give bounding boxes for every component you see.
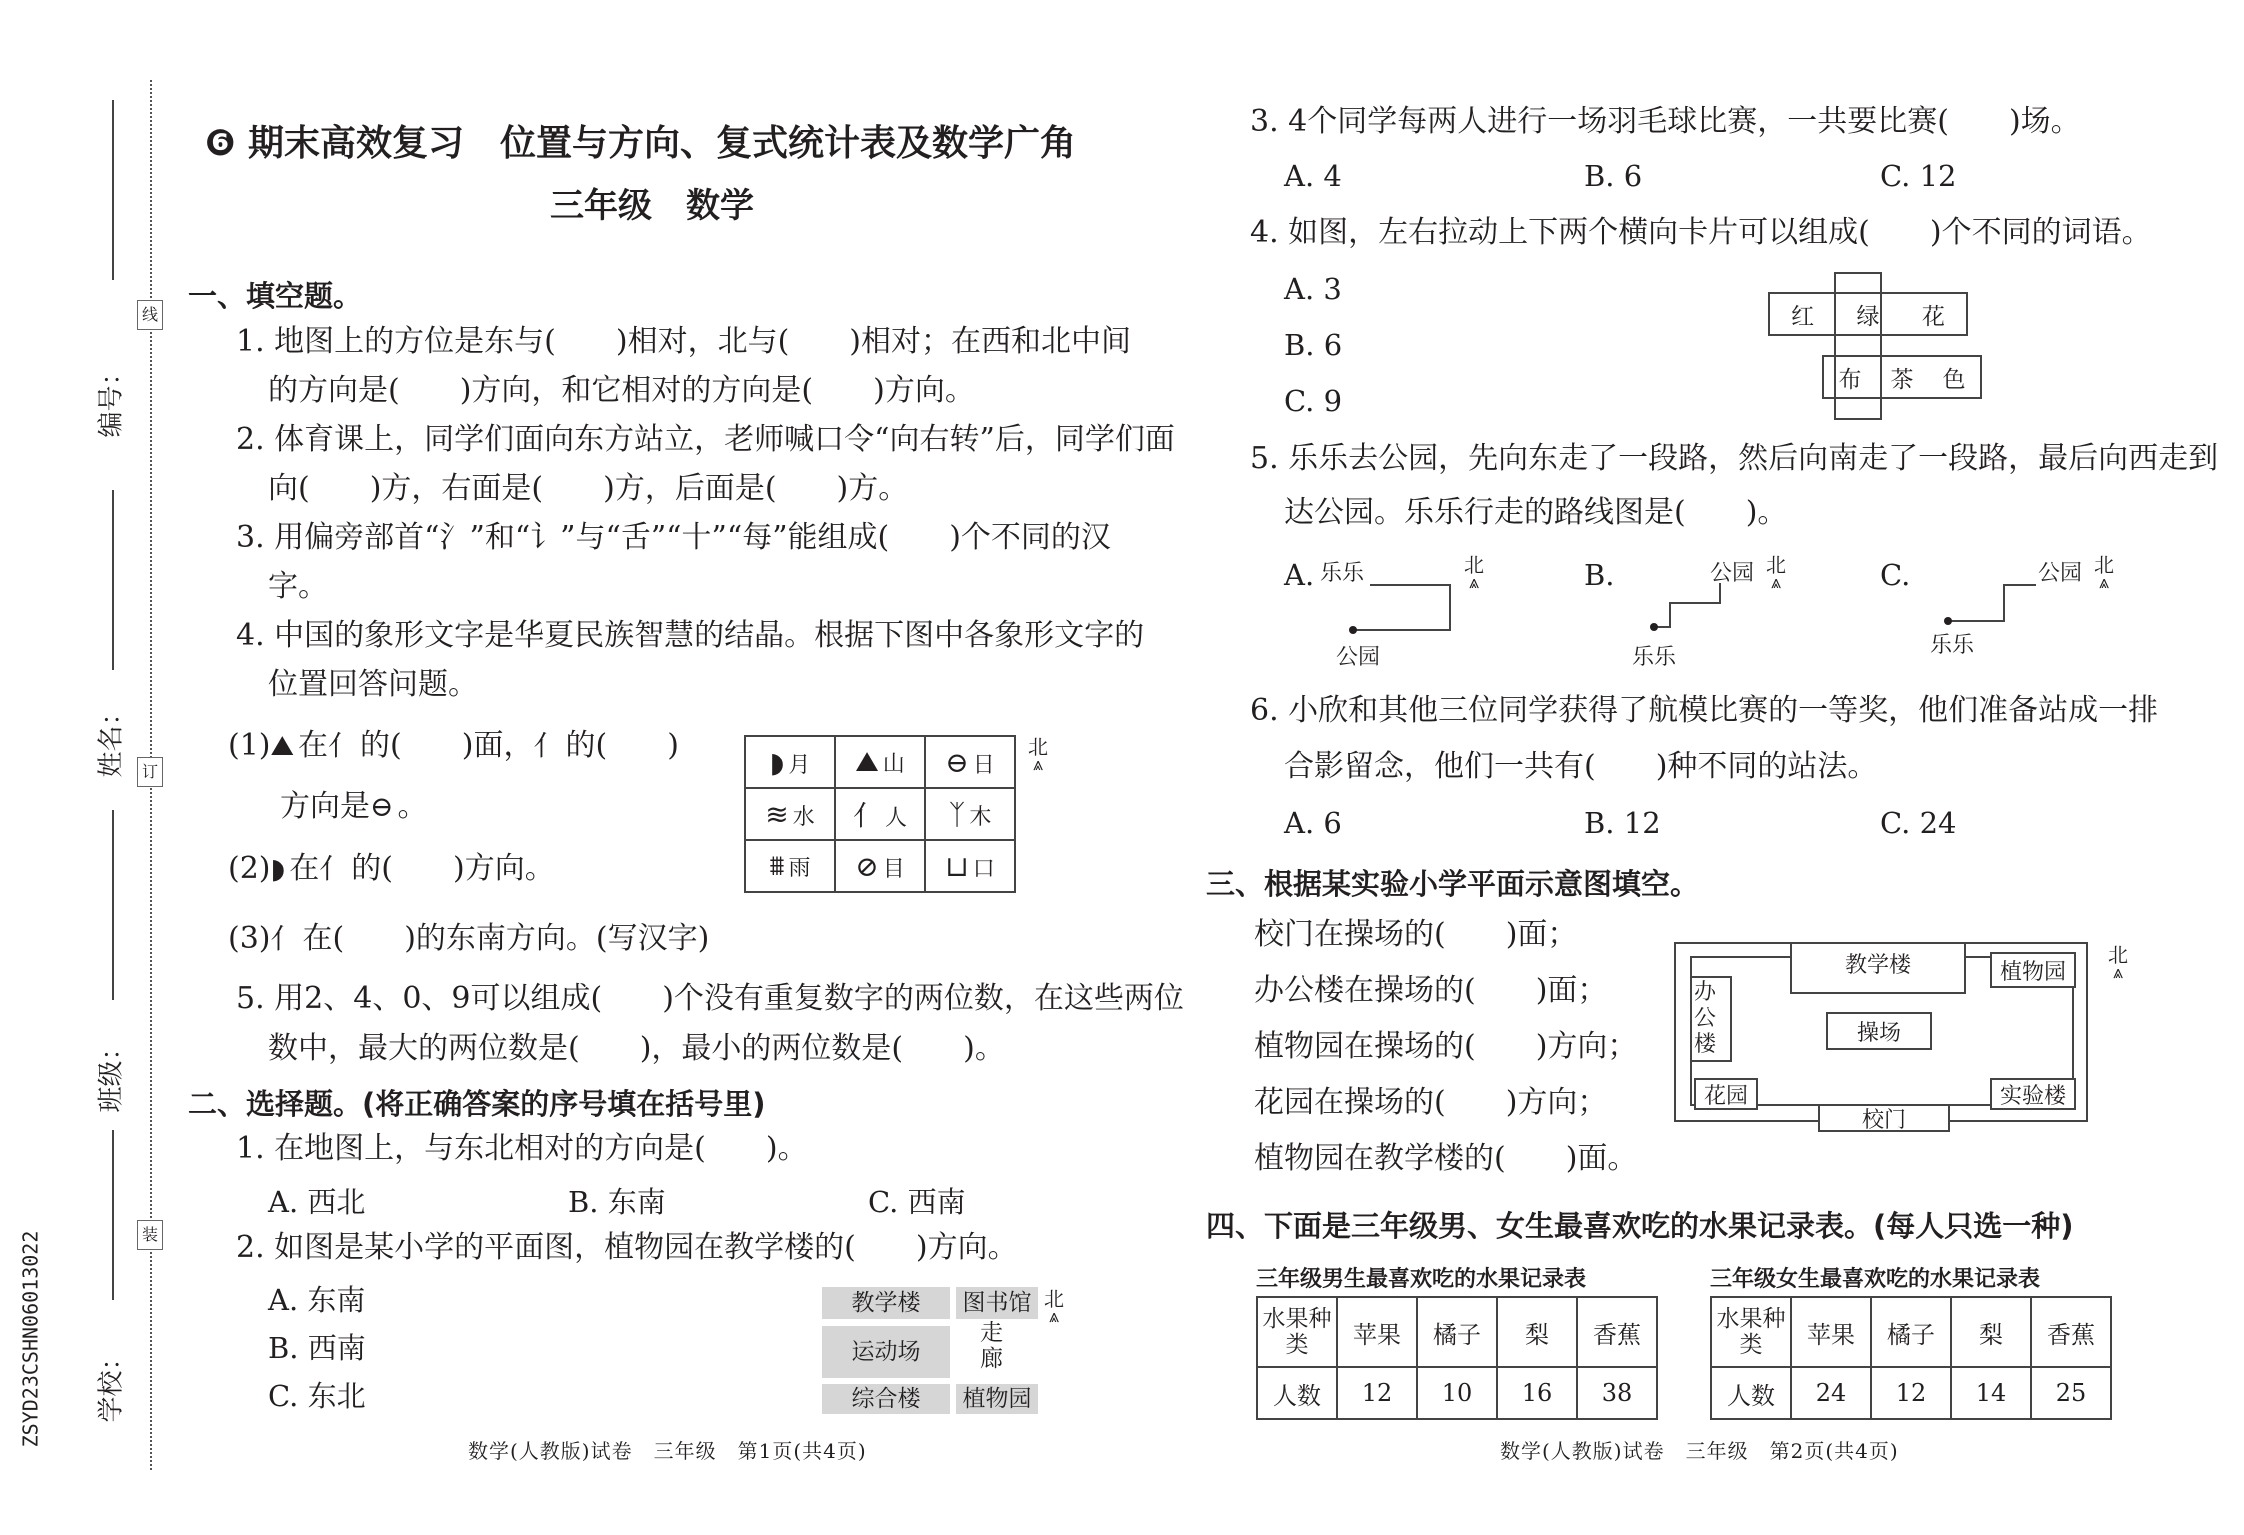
fruit-cell: 橘子 <box>1417 1297 1497 1367</box>
q2-line-1: 2. 体育课上，同学们面向东方站立，老师喊口令“向右转”后，同学们面 <box>236 422 1175 457</box>
s2-q1-option-a: A. 西北 <box>268 1185 366 1219</box>
count-cell: 12 <box>1871 1367 1951 1419</box>
plan-library: 图书馆 <box>956 1287 1038 1319</box>
q5-option-b: B. <box>1584 558 1615 592</box>
fruit-cell: 苹果 <box>1337 1297 1417 1367</box>
count-cell: 12 <box>1337 1367 1417 1419</box>
fruit-cell: 梨 <box>1497 1297 1577 1367</box>
plan-botanical-garden: 植物园 <box>1990 952 2076 988</box>
person-pictograph-icon: ⺅ <box>270 922 299 955</box>
count-label: 人数 <box>1257 1367 1337 1419</box>
route-c-start: 乐乐 <box>1930 633 1975 658</box>
person-pictograph-icon: ⺅ <box>533 729 562 762</box>
route-a-path <box>1340 580 1460 640</box>
north-arrow-icon: ⩓ <box>1770 572 1782 593</box>
section-2-heading: 二、选择题。(将正确答案的序号填在括号里) <box>188 1087 766 1121</box>
q1-line-1: 1. 地图上的方位是东与( )相对，北与( )相对；在西和北中间 <box>236 324 1131 359</box>
class-underline <box>112 810 114 1000</box>
grid-cell: ᛉ 木 <box>925 788 1015 840</box>
class-label: 班级： <box>96 1034 127 1113</box>
plan-teaching-building: 教学楼 <box>1790 942 1966 994</box>
q3-option-a: A. 4 <box>1284 159 1342 193</box>
q3-text: 3. 4个同学每两人进行一场羽毛球比赛，一共要比赛( )场。 <box>1250 104 2081 139</box>
q5-line-1: 5. 乐乐去公园，先向东走了一段路，然后向南走了一段路，最后向西走到 <box>1250 441 2219 476</box>
sun-pictograph-icon: ⊖ <box>945 745 969 779</box>
north-marker: 北 ⩓ <box>1464 553 1484 593</box>
person-pictograph-icon: ⺅ <box>852 799 881 832</box>
sun-pictograph-icon: ⊖ <box>370 790 394 823</box>
s3-line-5: 植物园在教学楼的( )面。 <box>1254 1141 1638 1176</box>
q5-option-c: C. <box>1880 558 1911 592</box>
bind-mark-line: 线 <box>137 300 163 330</box>
section-1-heading: 一、填空题。 <box>188 279 363 313</box>
route-a-start: 乐乐 <box>1320 561 1365 586</box>
s2-q2-option-a: A. 东南 <box>268 1283 366 1317</box>
count-cell: 24 <box>1791 1367 1871 1419</box>
grid-cell: ≋ 水 <box>745 788 835 840</box>
school-label: 学校： <box>96 1344 127 1423</box>
bind-mark-staple: 订 <box>137 757 163 787</box>
q4-option-c: C. 9 <box>1284 384 1343 418</box>
q5-option-a: A. <box>1284 558 1315 592</box>
fruit-cell: 梨 <box>1951 1297 2031 1367</box>
s2-q2: 2. 如图是某小学的平面图，植物园在教学楼的( )方向。 <box>236 1230 1018 1265</box>
s3-line-4: 花园在操场的( )方向； <box>1254 1085 1608 1120</box>
s2-q2-option-b: B. 西南 <box>268 1331 366 1365</box>
eye-pictograph-icon: ⊘ <box>855 849 879 883</box>
grid-cell: ⺅ 人 <box>835 788 925 840</box>
s3-line-1: 校门在操场的( )面； <box>1254 917 1578 952</box>
paper-code: ZSYD23CSHN06013022 <box>18 1230 43 1448</box>
grid-cell: ◗ 月 <box>745 736 835 788</box>
fruit-cell: 香蕉 <box>2031 1297 2111 1367</box>
q5-line-2: 数中，最大的两位数是( )，最小的两位数是( )。 <box>268 1031 1005 1066</box>
s2-q2-option-c: C. 东北 <box>268 1379 366 1413</box>
q4-option-b: B. 6 <box>1284 328 1343 362</box>
fruit-cell: 橘子 <box>1871 1297 1951 1367</box>
s2-q1-option-c: C. 西南 <box>868 1185 966 1219</box>
q3-line-1: 3. 用偏旁部首“氵”和“讠”与“舌”“十”“每”能组成( )个不同的汉 <box>236 520 1111 555</box>
count-cell: 38 <box>1577 1367 1657 1419</box>
id-label: 编号： <box>96 359 127 438</box>
page-subtitle: 三年级 数学 <box>550 186 754 226</box>
q4-sub-3: (3)⺅ 在( )的东南方向。(写汉字) <box>228 921 710 956</box>
id-underline <box>112 100 114 280</box>
north-marker: 北 ⩓ <box>1028 735 1048 775</box>
s3-line-2: 办公楼在操场的( )面； <box>1254 973 1608 1008</box>
plan-school-gate: 校门 <box>1818 1104 1950 1132</box>
north-arrow-icon: ⩓ <box>1048 1306 1060 1327</box>
q6-option-b: B. 12 <box>1584 806 1661 840</box>
card-guide-line <box>1834 418 1882 420</box>
mouth-pictograph-icon: ⊔ <box>945 849 969 883</box>
q3-option-c: C. 12 <box>1880 159 1957 193</box>
row-header: 水果种类 <box>1257 1297 1337 1367</box>
north-marker: 北 ⩓ <box>2094 553 2114 593</box>
name-label: 姓名： <box>96 699 127 778</box>
plan-teaching-building: 教学楼 <box>822 1287 950 1319</box>
north-arrow-icon: ⩓ <box>2112 962 2124 983</box>
q5-line-2: 达公园。乐乐行走的路线图是( )。 <box>1284 495 1788 530</box>
school-underline <box>112 1130 114 1300</box>
name-underline <box>112 490 114 670</box>
north-marker: 北 ⩓ <box>1044 1287 1064 1327</box>
plan-playground: 操场 <box>1826 1012 1932 1050</box>
count-label: 人数 <box>1711 1367 1791 1419</box>
q4-sub-1: (1)⛰ 在⺅ 的( )面，⺅ 的( ) <box>228 728 679 763</box>
moon-pictograph-icon: ◗ <box>769 745 785 779</box>
q4-line-1: 4. 中国的象形文字是华夏民族智慧的结晶。根据下图中各象形文字的 <box>236 618 1145 653</box>
card-guide-line <box>1834 272 1882 274</box>
route-c-end: 公园 <box>2038 561 2083 586</box>
plan-botanical-garden: 植物园 <box>956 1384 1038 1414</box>
mountain-pictograph-icon: ⛰ <box>855 745 879 778</box>
s3-line-3: 植物园在操场的( )方向； <box>1254 1029 1638 1064</box>
fruit-cell: 香蕉 <box>1577 1297 1657 1367</box>
girls-table-caption: 三年级女生最喜欢吃的水果记录表 <box>1710 1267 2041 1292</box>
q6-option-a: A. 6 <box>1284 806 1342 840</box>
water-pictograph-icon: ≋ <box>765 797 789 831</box>
route-b-start: 乐乐 <box>1632 645 1677 670</box>
top-card: 红 绿 花 <box>1768 292 1968 336</box>
grid-cell: ⩩ 雨 <box>745 840 835 892</box>
q4-text: 4. 如图，左右拉动上下两个横向卡片可以组成( )个不同的词语。 <box>1250 215 2152 250</box>
person-pictograph-icon: ⺅ <box>319 852 348 885</box>
page-2-footer: 数学(人教版)试卷 三年级 第2页(共4页) <box>1500 1439 1899 1463</box>
q2-line-2: 向( )方，右面是( )方，后面是( )方。 <box>268 471 909 506</box>
bottom-card: 布 茶 色 <box>1822 355 1982 399</box>
plan-complex-building: 综合楼 <box>822 1384 950 1414</box>
girls-fruit-table <box>1710 1296 2112 1420</box>
north-arrow-icon: ⩓ <box>2098 572 2110 593</box>
count-cell: 10 <box>1417 1367 1497 1419</box>
mountain-pictograph-icon: ⛰ <box>270 729 295 762</box>
q4-line-2: 位置回答问题。 <box>268 667 478 702</box>
count-cell: 14 <box>1951 1367 2031 1419</box>
grid-cell: ⊘ 目 <box>835 840 925 892</box>
q3-option-b: B. 6 <box>1584 159 1643 193</box>
north-arrow-icon: ⩓ <box>1468 572 1480 593</box>
q6-line-1: 6. 小欣和其他三位同学获得了航模比赛的一等奖，他们准备站成一排 <box>1250 693 2159 728</box>
plan-corridor: 走廊 <box>980 1320 1003 1372</box>
count-cell: 25 <box>2031 1367 2111 1419</box>
q6-line-2: 合影留念，他们一共有( )种不同的站法。 <box>1284 749 1878 784</box>
bind-mark-bind: 装 <box>137 1220 163 1250</box>
q5-line-1: 5. 用2、4、0、9可以组成( )个没有重复数字的两位数，在这些两位 <box>236 981 1184 1016</box>
grid-cell: ⊔ 口 <box>925 840 1015 892</box>
boys-table-caption: 三年级男生最喜欢吃的水果记录表 <box>1256 1267 1587 1292</box>
q4-option-a: A. 3 <box>1284 272 1342 306</box>
moon-pictograph-icon: ◗ <box>270 852 286 885</box>
count-cell: 16 <box>1497 1367 1577 1419</box>
north-marker: 北 ⩓ <box>2108 943 2128 983</box>
plan-flower-garden: 花园 <box>1694 1078 1758 1110</box>
q4-sub-1-cont: 方向是⊖ 。 <box>280 789 428 824</box>
row-header: 水果种类 <box>1711 1297 1791 1367</box>
q1-line-2: 的方向是( )方向，和它相对的方向是( )方向。 <box>268 373 975 408</box>
q6-option-c: C. 24 <box>1880 806 1957 840</box>
page-title: ❻ 期末高效复习 位置与方向、复式统计表及数学广角 <box>205 123 1077 164</box>
plan-sports-field: 运动场 <box>822 1326 950 1378</box>
section-4-heading: 四、下面是三年级男、女生最喜欢吃的水果记录表。(每人只选一种) <box>1206 1209 2074 1243</box>
tree-pictograph-icon: ᛉ <box>948 797 966 831</box>
q3-line-2: 字。 <box>268 569 328 604</box>
page-1-footer: 数学(人教版)试卷 三年级 第1页(共4页) <box>468 1439 867 1463</box>
north-marker: 北 ⩓ <box>1766 553 1786 593</box>
rain-pictograph-icon: ⩩ <box>769 849 785 882</box>
person-pictograph-icon: ⺅ <box>328 729 357 762</box>
s2-q1: 1. 在地图上，与东北相对的方向是( )。 <box>236 1131 808 1166</box>
q4-sub-2: (2)◗ 在⺅ 的( )方向。 <box>228 851 555 886</box>
route-b-end: 公园 <box>1710 561 1755 586</box>
plan-office-building: 办公楼 <box>1690 976 1732 1062</box>
grid-cell: ⛰ 山 <box>835 736 925 788</box>
pictograph-grid <box>744 735 1016 893</box>
boys-fruit-table <box>1256 1296 1658 1420</box>
north-arrow-icon: ⩓ <box>1032 754 1044 775</box>
fruit-cell: 苹果 <box>1791 1297 1871 1367</box>
plan-lab-building: 实验楼 <box>1990 1078 2076 1110</box>
grid-cell: ⊖ 日 <box>925 736 1015 788</box>
section-3-heading: 三、根据某实验小学平面示意图填空。 <box>1206 867 1700 901</box>
s2-q1-option-b: B. 东南 <box>568 1185 666 1219</box>
route-a-end: 公园 <box>1336 645 1381 670</box>
